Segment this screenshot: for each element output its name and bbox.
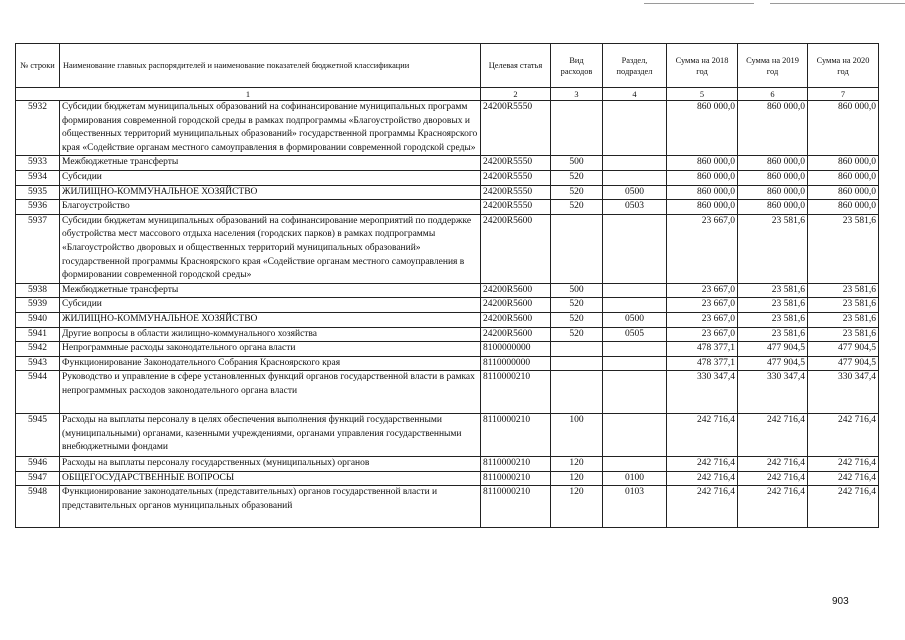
sum-2018-cell: 478 377,1 (667, 342, 738, 357)
row-number-cell: 5945 (16, 414, 60, 457)
target-article-cell: 8110000210 (481, 414, 551, 457)
sum-2020-cell: 23 581,6 (808, 327, 879, 342)
sum-2019-cell: 242 716,4 (738, 486, 808, 528)
expense-kind-cell: 520 (551, 200, 603, 215)
column-number: 5 (667, 88, 738, 101)
expense-kind-cell: 120 (551, 471, 603, 486)
sum-2019-cell: 477 904,5 (738, 356, 808, 371)
target-article-cell: 8100000000 (481, 342, 551, 357)
row-name-cell: Благоустройство (60, 200, 481, 215)
table-row (16, 414, 879, 457)
expense-kind-cell: 500 (551, 156, 603, 171)
budget-page (15, 43, 878, 528)
sum-2019-cell: 860 000,0 (738, 156, 808, 171)
row-number-cell: 5939 (16, 298, 60, 313)
row-name-cell: Непрограммные расходы законодательного органа власти (60, 342, 481, 357)
sum-2018-cell: 242 716,4 (667, 471, 738, 486)
expense-kind-cell: 520 (551, 170, 603, 185)
section-cell (603, 457, 667, 472)
table-row (16, 101, 879, 156)
sum-2018-cell: 23 667,0 (667, 214, 738, 283)
section-cell: 0500 (603, 312, 667, 327)
row-number-cell: 5938 (16, 283, 60, 298)
table-row (16, 457, 879, 472)
sum-2019-cell: 23 581,6 (738, 283, 808, 298)
table-row (16, 312, 879, 327)
table-row (16, 283, 879, 298)
sum-2019-cell: 242 716,4 (738, 457, 808, 472)
expense-kind-cell: 120 (551, 486, 603, 528)
table-row (16, 185, 879, 200)
target-article-cell: 24200R5550 (481, 101, 551, 156)
column-number: 2 (481, 88, 551, 101)
row-number-cell: 5940 (16, 312, 60, 327)
header-sum-2019: Сумма на 2019 год (738, 44, 808, 88)
target-article-cell: 24200R5550 (481, 156, 551, 171)
expense-kind-cell: 120 (551, 457, 603, 472)
expense-kind-cell (551, 214, 603, 283)
column-number: 6 (738, 88, 808, 101)
table-row (16, 471, 879, 486)
row-name-cell: Руководство и управление в сфере установленных функций органов государственной власти в рамках непрограммных расходов законодательного органа власти (60, 371, 481, 414)
section-cell: 0103 (603, 486, 667, 528)
row-number-cell: 5941 (16, 327, 60, 342)
row-number-cell: 5943 (16, 356, 60, 371)
expense-kind-cell: 520 (551, 185, 603, 200)
section-cell (603, 101, 667, 156)
section-cell (603, 371, 667, 414)
section-cell (603, 283, 667, 298)
row-number-cell: 5934 (16, 170, 60, 185)
expense-kind-cell (551, 371, 603, 414)
target-article-cell: 24200R5550 (481, 185, 551, 200)
budget-table (15, 43, 879, 528)
sum-2019-cell: 860 000,0 (738, 185, 808, 200)
row-name-cell: ЖИЛИЩНО-КОММУНАЛЬНОЕ ХОЗЯЙСТВО (60, 312, 481, 327)
expense-kind-cell: 520 (551, 298, 603, 313)
column-number: 1 (16, 88, 481, 101)
row-number-cell: 5942 (16, 342, 60, 357)
sum-2020-cell: 242 716,4 (808, 486, 879, 528)
sum-2018-cell: 330 347,4 (667, 371, 738, 414)
row-name-cell: Расходы на выплаты персоналу государственных (муниципальных) органов (60, 457, 481, 472)
sum-2019-cell: 860 000,0 (738, 200, 808, 215)
section-cell (603, 214, 667, 283)
sum-2019-cell: 860 000,0 (738, 170, 808, 185)
sum-2020-cell: 23 581,6 (808, 298, 879, 313)
table-row (16, 327, 879, 342)
target-article-cell: 8110000210 (481, 471, 551, 486)
sum-2020-cell: 23 581,6 (808, 214, 879, 283)
header-expense-kind: Вид расходов (551, 44, 603, 88)
sum-2018-cell: 23 667,0 (667, 327, 738, 342)
row-name-cell: Межбюджетные трансферты (60, 283, 481, 298)
section-cell (603, 342, 667, 357)
section-cell (603, 156, 667, 171)
section-cell (603, 414, 667, 457)
table-row (16, 356, 879, 371)
top-rule-left (644, 3, 754, 4)
target-article-cell: 24200R5550 (481, 200, 551, 215)
row-number-cell: 5933 (16, 156, 60, 171)
column-number-row (16, 88, 879, 101)
target-article-cell: 8110000000 (481, 356, 551, 371)
sum-2020-cell: 860 000,0 (808, 200, 879, 215)
expense-kind-cell: 520 (551, 327, 603, 342)
target-article-cell: 24200R5550 (481, 170, 551, 185)
header-name: Наименование главных распорядителей и наименование показателей бюджетной классификации (60, 44, 481, 88)
sum-2018-cell: 860 000,0 (667, 156, 738, 171)
table-row (16, 156, 879, 171)
sum-2020-cell: 242 716,4 (808, 414, 879, 457)
table-row (16, 371, 879, 414)
section-cell: 0505 (603, 327, 667, 342)
expense-kind-cell: 500 (551, 283, 603, 298)
row-number-cell: 5935 (16, 185, 60, 200)
target-article-cell: 24200R5600 (481, 327, 551, 342)
header-section: Раздел, подраздел (603, 44, 667, 88)
expense-kind-cell (551, 342, 603, 357)
column-number: 4 (603, 88, 667, 101)
column-number: 7 (808, 88, 879, 101)
row-name-cell: Субсидии (60, 170, 481, 185)
target-article-cell: 8110000210 (481, 486, 551, 528)
sum-2018-cell: 242 716,4 (667, 457, 738, 472)
sum-2018-cell: 23 667,0 (667, 298, 738, 313)
sum-2020-cell: 23 581,6 (808, 312, 879, 327)
table-body (16, 101, 879, 528)
section-cell (603, 356, 667, 371)
row-number-cell: 5946 (16, 457, 60, 472)
row-name-cell: Функционирование законодательных (представительных) органов государственной власти и представительных органов муниципальных образований (60, 486, 481, 528)
row-number-cell: 5937 (16, 214, 60, 283)
header-row (16, 44, 879, 88)
header-row-no: № строки (16, 44, 60, 88)
sum-2019-cell: 477 904,5 (738, 342, 808, 357)
table-row (16, 214, 879, 283)
table-row (16, 486, 879, 528)
table-row (16, 342, 879, 357)
target-article-cell: 24200R5600 (481, 214, 551, 283)
sum-2018-cell: 860 000,0 (667, 170, 738, 185)
target-article-cell: 8110000210 (481, 457, 551, 472)
header-target-article: Целевая статья (481, 44, 551, 88)
row-name-cell: Расходы на выплаты персоналу в целях обеспечения выполнения функций государственными (муниципальными) органами, казенными учреждениями, органами управления государственными внебюджетными фондами (60, 414, 481, 457)
sum-2020-cell: 477 904,5 (808, 356, 879, 371)
row-number-cell: 5948 (16, 486, 60, 528)
sum-2018-cell: 242 716,4 (667, 414, 738, 457)
expense-kind-cell: 100 (551, 414, 603, 457)
sum-2019-cell: 23 581,6 (738, 214, 808, 283)
sum-2020-cell: 860 000,0 (808, 101, 879, 156)
sum-2020-cell: 330 347,4 (808, 371, 879, 414)
sum-2019-cell: 23 581,6 (738, 312, 808, 327)
sum-2020-cell: 242 716,4 (808, 471, 879, 486)
expense-kind-cell (551, 101, 603, 156)
row-name-cell: Субсидии бюджетам муниципальных образований на софинансирование муниципальных программ формирования современной городской среды в рамках подпрограммы «Благоустройство дворовых и общественных территорий муниципальных образований» государственной программы Красноярского края «Содействие органам местного самоуправления в формировании современной городской среды» (60, 101, 481, 156)
column-number: 3 (551, 88, 603, 101)
sum-2020-cell: 242 716,4 (808, 457, 879, 472)
header-sum-2020: Сумма на 2020 год (808, 44, 879, 88)
sum-2020-cell: 860 000,0 (808, 156, 879, 171)
sum-2018-cell: 860 000,0 (667, 200, 738, 215)
section-cell (603, 298, 667, 313)
section-cell: 0500 (603, 185, 667, 200)
sum-2019-cell: 23 581,6 (738, 327, 808, 342)
target-article-cell: 24200R5600 (481, 283, 551, 298)
sum-2018-cell: 23 667,0 (667, 312, 738, 327)
section-cell (603, 170, 667, 185)
top-rule-right (770, 3, 905, 4)
sum-2018-cell: 860 000,0 (667, 101, 738, 156)
row-number-cell: 5936 (16, 200, 60, 215)
row-name-cell: Функционирование Законодательного Собрания Красноярского края (60, 356, 481, 371)
sum-2018-cell: 23 667,0 (667, 283, 738, 298)
sum-2020-cell: 477 904,5 (808, 342, 879, 357)
row-name-cell: Межбюджетные трансферты (60, 156, 481, 171)
row-number-cell: 5944 (16, 371, 60, 414)
table-row (16, 200, 879, 215)
page-number: 903 (832, 596, 849, 607)
table-row (16, 170, 879, 185)
expense-kind-cell: 520 (551, 312, 603, 327)
sum-2019-cell: 860 000,0 (738, 101, 808, 156)
section-cell: 0100 (603, 471, 667, 486)
header-sum-2018: Сумма на 2018 год (667, 44, 738, 88)
sum-2020-cell: 860 000,0 (808, 185, 879, 200)
row-name-cell: Субсидии бюджетам муниципальных образований на софинансирование мероприятий по поддержке обустройства мест массового отдыха населения (городских парков) в рамках подпрограммы «Благоустройство дворовых и общественных территорий муниципальных образований» государственной программы Красноярского края «Содействие органам местного самоуправления в формировании современной городской среды» (60, 214, 481, 283)
sum-2020-cell: 860 000,0 (808, 170, 879, 185)
sum-2019-cell: 242 716,4 (738, 471, 808, 486)
row-name-cell: ОБЩЕГОСУДАРСТВЕННЫЕ ВОПРОСЫ (60, 471, 481, 486)
row-name-cell: Другие вопросы в области жилищно-коммунального хозяйства (60, 327, 481, 342)
sum-2020-cell: 23 581,6 (808, 283, 879, 298)
target-article-cell: 8110000210 (481, 371, 551, 414)
row-number-cell: 5932 (16, 101, 60, 156)
target-article-cell: 24200R5600 (481, 298, 551, 313)
row-number-cell: 5947 (16, 471, 60, 486)
sum-2019-cell: 330 347,4 (738, 371, 808, 414)
table-row (16, 298, 879, 313)
sum-2018-cell: 242 716,4 (667, 486, 738, 528)
sum-2019-cell: 23 581,6 (738, 298, 808, 313)
sum-2018-cell: 478 377,1 (667, 356, 738, 371)
sum-2019-cell: 242 716,4 (738, 414, 808, 457)
row-name-cell: Субсидии (60, 298, 481, 313)
target-article-cell: 24200R5600 (481, 312, 551, 327)
expense-kind-cell (551, 356, 603, 371)
row-name-cell: ЖИЛИЩНО-КОММУНАЛЬНОЕ ХОЗЯЙСТВО (60, 185, 481, 200)
section-cell: 0503 (603, 200, 667, 215)
sum-2018-cell: 860 000,0 (667, 185, 738, 200)
